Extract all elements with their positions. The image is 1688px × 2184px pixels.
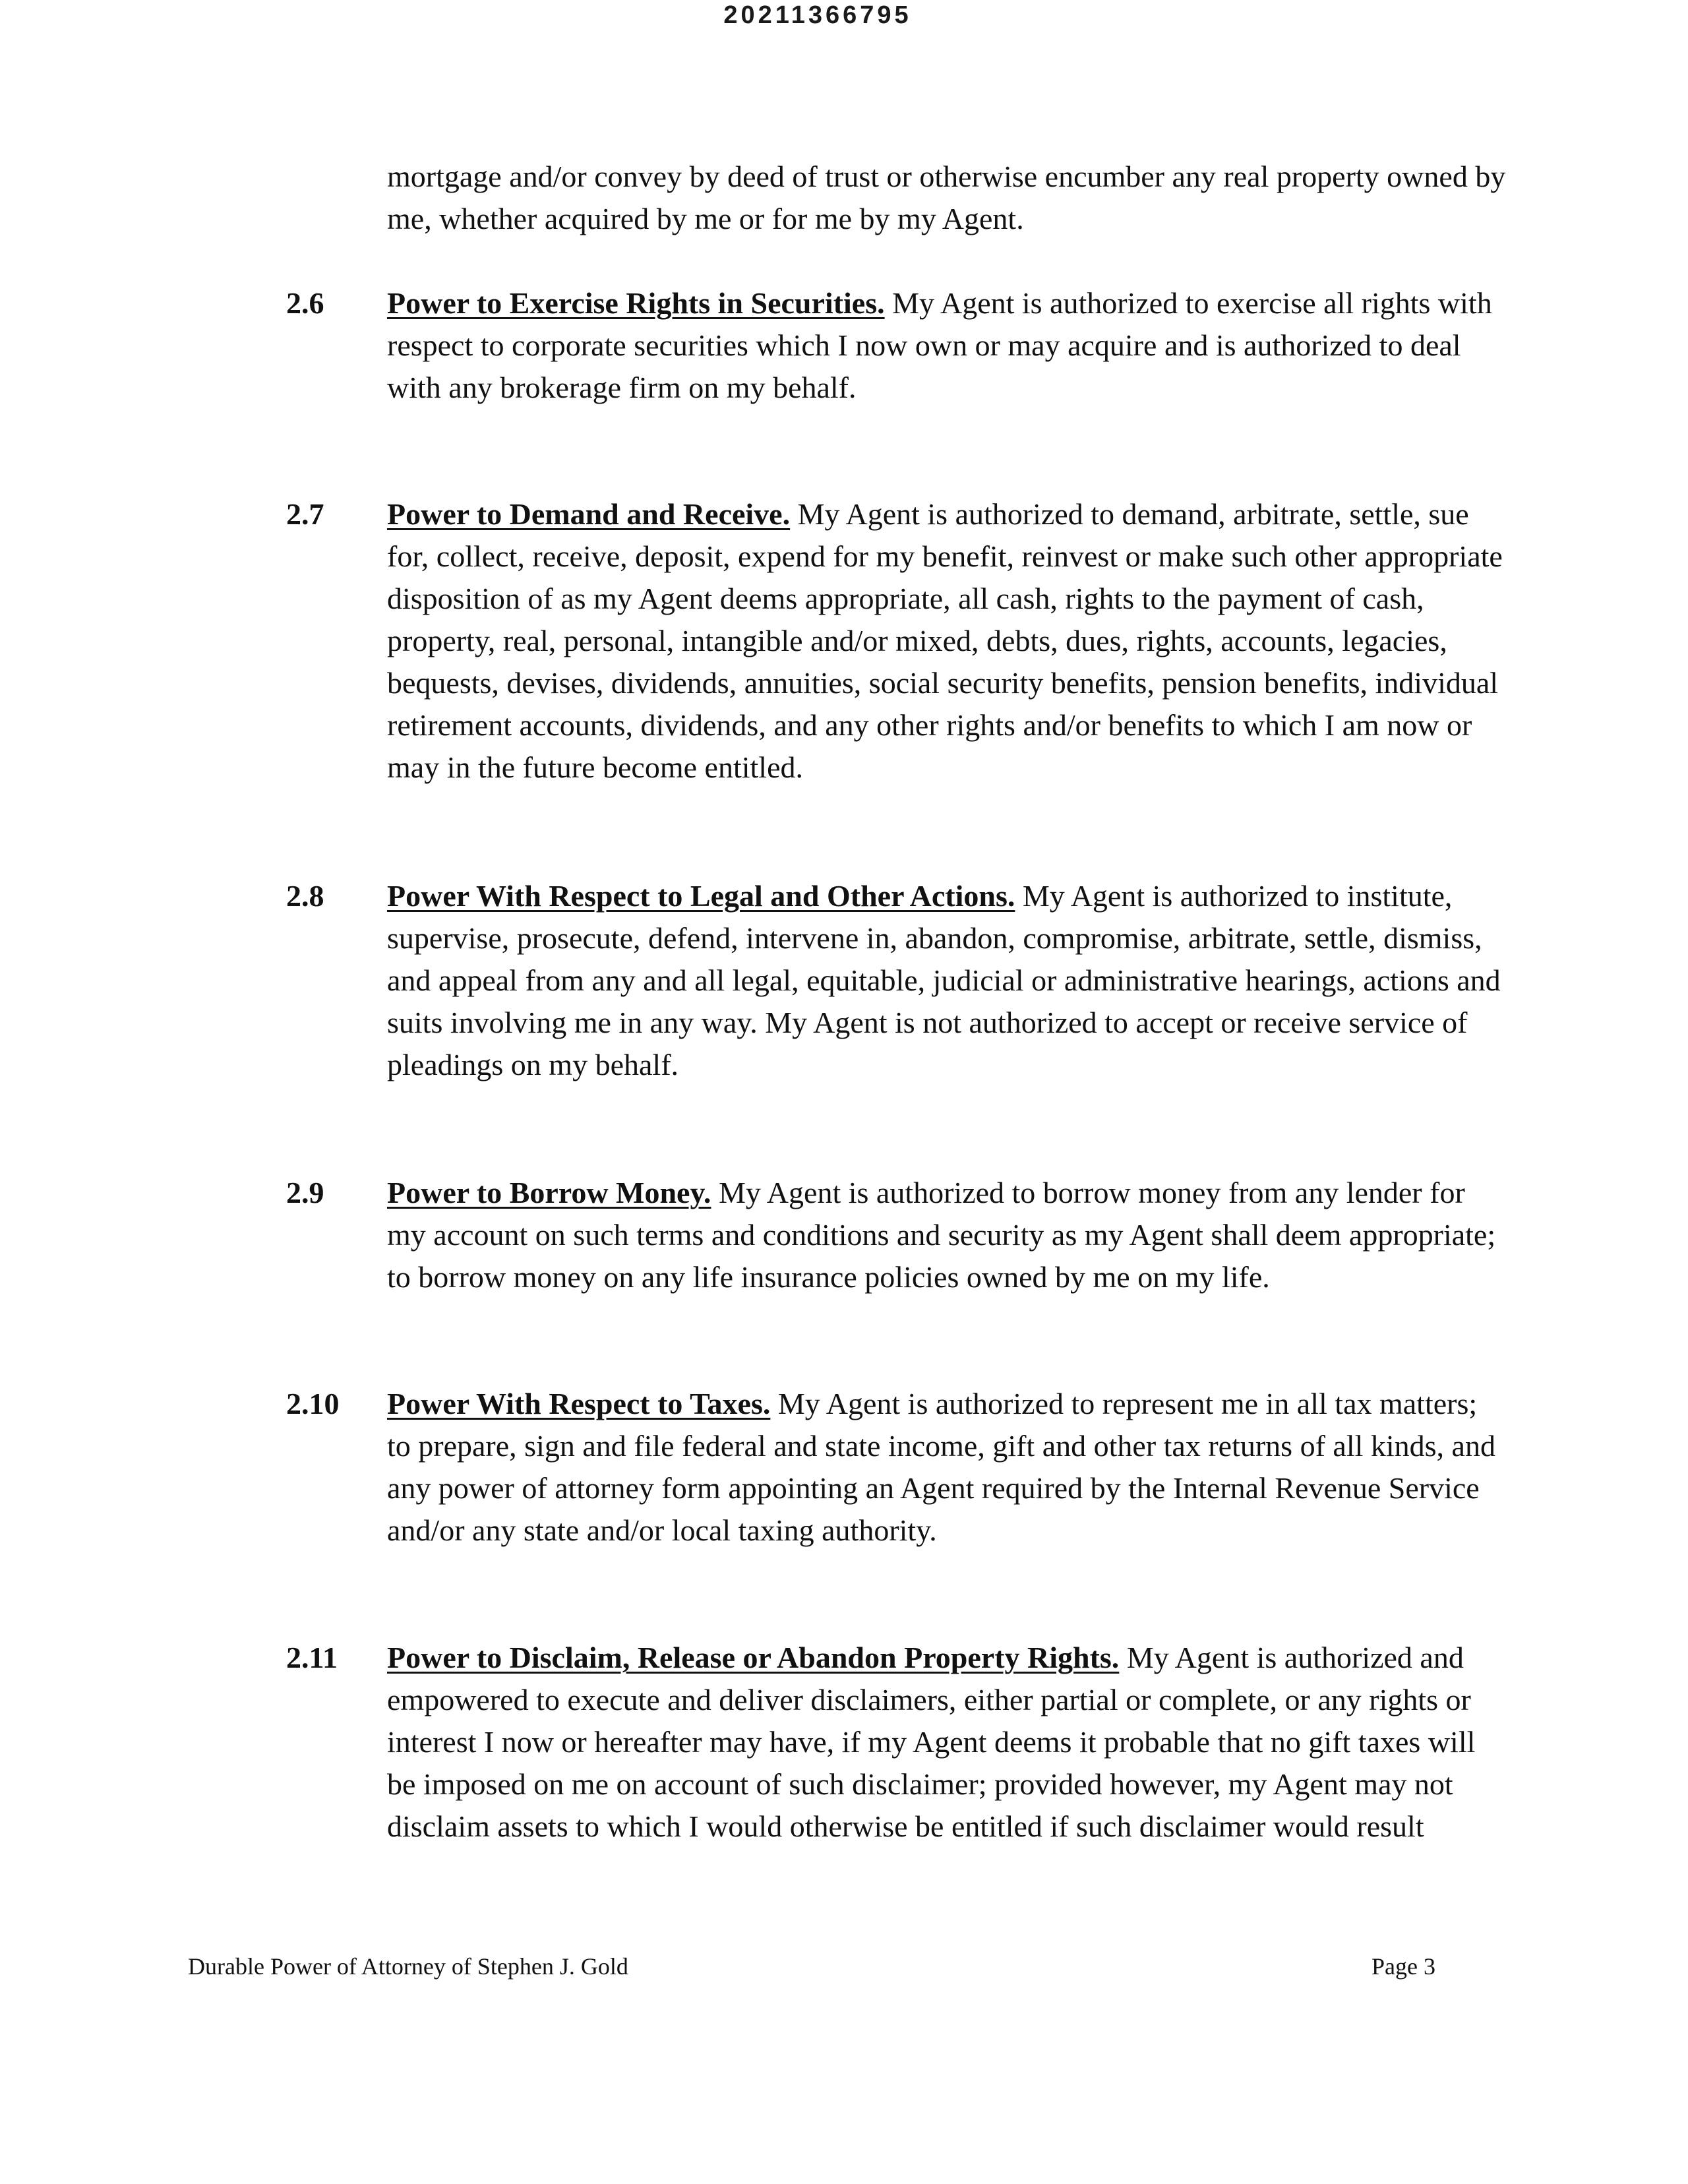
section-text: My Agent is authorized to institute, supervise, prosecute, defend, intervene in, abandon, compromise, arbitrate, settle, dismiss, and appeal from any and all legal, equitable, judicial or administrative hearings, actions and suits involving me in any way. My Agent is not authorized to accept or receive service of pleadings on my behalf. bbox=[387, 879, 1501, 1081]
section-number: 2.10 bbox=[286, 1387, 340, 1420]
section-text: My Agent is authorized to borrow money from any lender for my account on such terms and conditions and security as my Agent shall deem appropriate; to borrow money on any life insurance policies owned by me on my life. bbox=[387, 1176, 1496, 1294]
section-text: My Agent is authorized and empowered to execute and deliver disclaimers, either partial or complete, or any rights or interest I now or hereafter may have, if my Agent deems it probable that no gift taxes will be imposed on me on account of such disclaimer; provided however, my Agent may not disclaim assets to which I would otherwise be entitled if such disclaimer would result bbox=[387, 1641, 1476, 1843]
section-number: 2.8 bbox=[286, 879, 324, 913]
intro-paragraph: mortgage and/or convey by deed of trust or otherwise encumber any real property owned by me, whether acquired by me or for me by my Agent. bbox=[387, 160, 1506, 235]
section-number: 2.6 bbox=[286, 286, 324, 320]
section-body bbox=[387, 493, 1508, 789]
section-heading: Power to Borrow Money. bbox=[387, 1176, 711, 1209]
section-text: My Agent is authorized to represent me in all tax matters; to prepare, sign and file federal and state income, gift and other tax returns of all kinds, and any power of attorney form appointing an Agent required by the Internal Revenue Service and/or any state and/or local taxing authority. bbox=[387, 1387, 1495, 1547]
section-number: 2.7 bbox=[286, 497, 324, 531]
section-text: My Agent is authorized to exercise all rights with respect to corporate securities which I now own or may acquire and is authorized to deal with any brokerage firm on my behalf. bbox=[387, 286, 1492, 404]
section-text: My Agent is authorized to demand, arbitrate, settle, sue for, collect, receive, deposit, expend for my benefit, reinvest or make such other appropriate disposition of as my Agent deems appropriate, all cash, rights to the payment of cash, property, real, personal, intangible and/or mixed, debts, dues, rights, accounts, legacies, bequests, devises, dividends, annuities, social security benefits, pension benefits, individual retirement accounts, dividends, and any other rights and/or benefits to which I am now or may in the future become entitled. bbox=[387, 497, 1503, 784]
section-heading: Power to Demand and Receive. bbox=[387, 497, 791, 531]
section-heading: Power With Respect to Taxes. bbox=[387, 1387, 771, 1420]
section-body bbox=[387, 875, 1508, 1086]
section-number: 2.9 bbox=[286, 1176, 324, 1209]
footer-page-number: Page 3 bbox=[1372, 1953, 1435, 1980]
section-body bbox=[387, 1637, 1508, 1848]
section-heading: Power With Respect to Legal and Other Actions. bbox=[387, 879, 1015, 913]
footer-document-title: Durable Power of Attorney of Stephen J. Gold bbox=[188, 1953, 628, 1980]
section-body bbox=[387, 1172, 1508, 1298]
document-number: 20211366795 bbox=[723, 1, 912, 29]
section-body bbox=[387, 1383, 1508, 1552]
section-body bbox=[387, 282, 1508, 409]
section-heading: Power to Disclaim, Release or Abandon Property Rights. bbox=[387, 1641, 1120, 1674]
section-heading: Power to Exercise Rights in Securities. bbox=[387, 286, 885, 320]
section-number: 2.11 bbox=[286, 1641, 338, 1674]
